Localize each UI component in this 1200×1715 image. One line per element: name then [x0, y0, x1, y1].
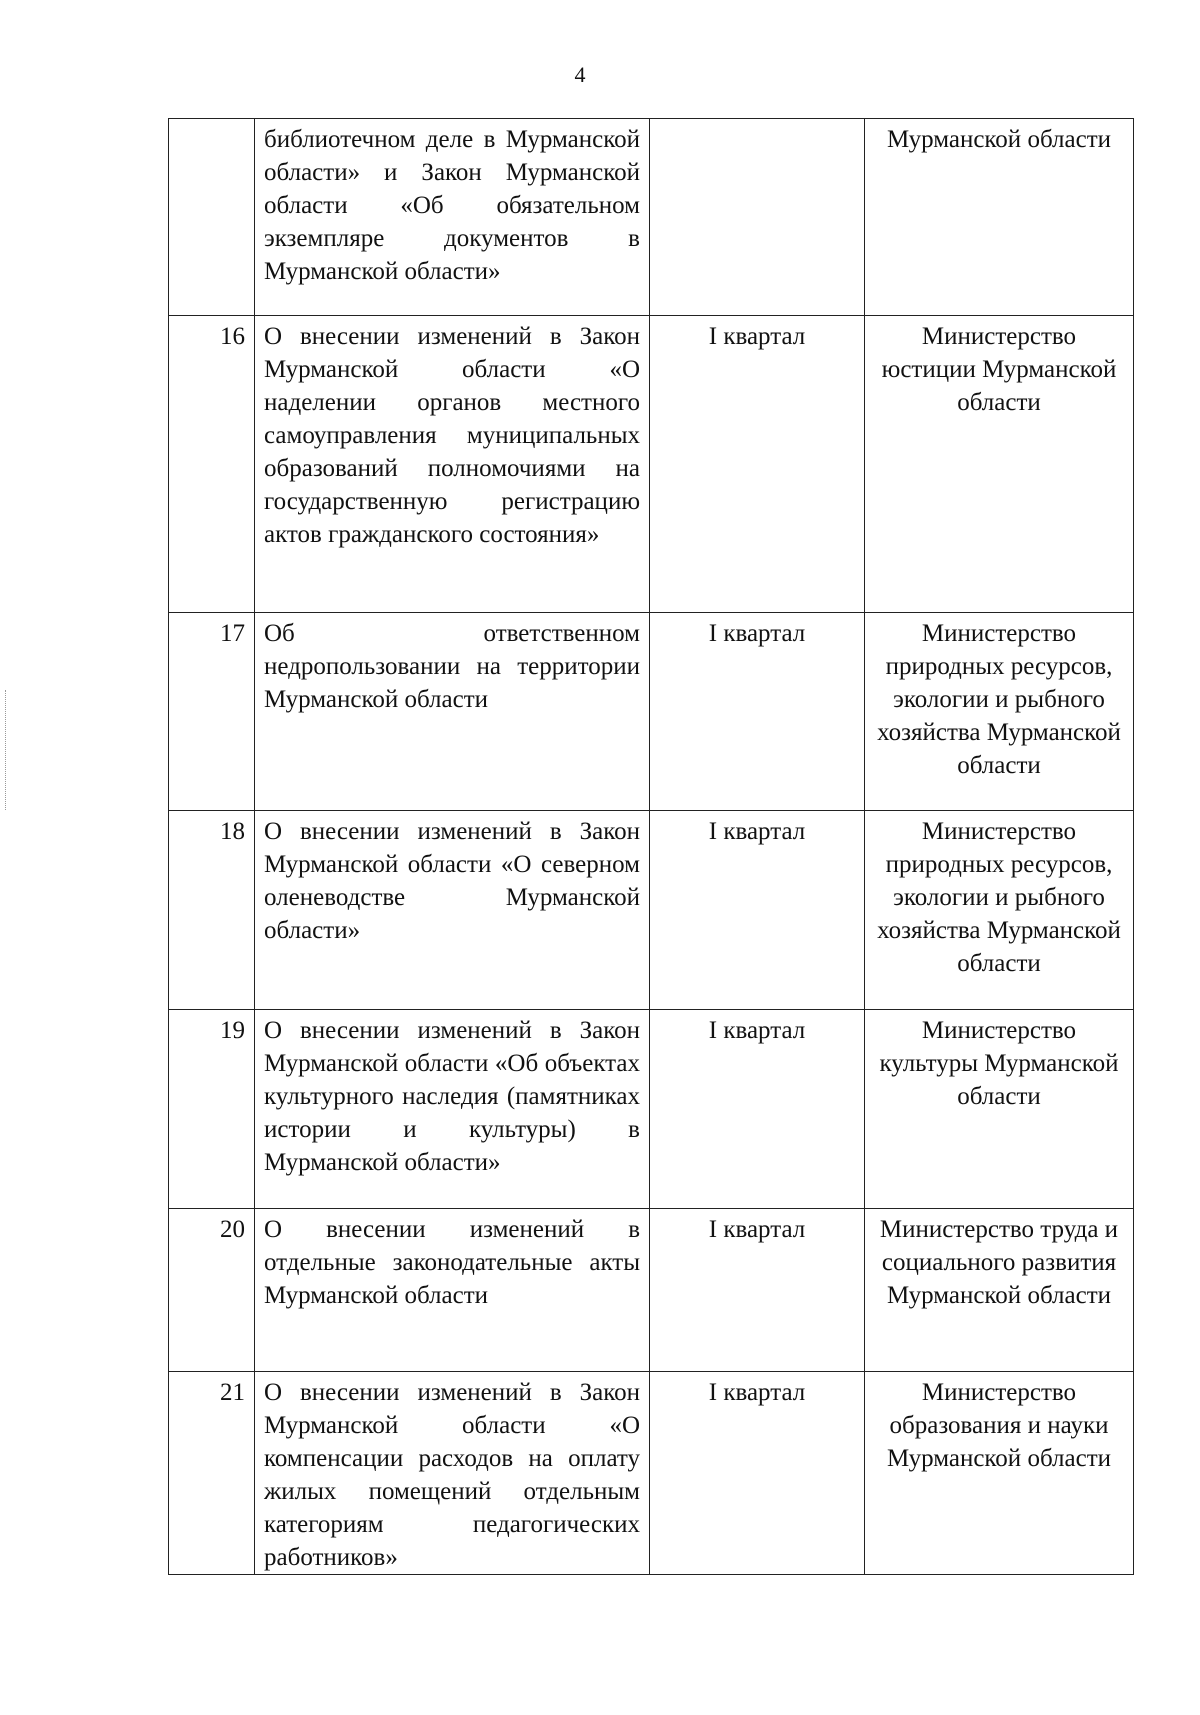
responsible-agency: Министерство образования и науки Мурманской области	[865, 1372, 1134, 1575]
responsible-agency: Мурманской области	[865, 119, 1134, 316]
deadline: I квартал	[650, 613, 865, 811]
deadline	[650, 119, 865, 316]
row-number: 21	[169, 1372, 255, 1575]
row-number	[169, 119, 255, 316]
deadline: I квартал	[650, 1209, 865, 1372]
row-number: 17	[169, 613, 255, 811]
deadline: I квартал	[650, 316, 865, 613]
table-row	[169, 316, 1134, 613]
scan-margin-mark	[5, 690, 8, 810]
responsible-agency: Министерство труда и социального развития Мурманской области	[865, 1209, 1134, 1372]
responsible-agency: Министерство природных ресурсов, экологии и рыбного хозяйства Мурманской области	[865, 613, 1134, 811]
law-title: Об ответственном недропользовании на территории Мурманской области	[255, 613, 650, 811]
row-number: 16	[169, 316, 255, 613]
table-row	[169, 1372, 1134, 1575]
row-number: 19	[169, 1010, 255, 1209]
responsible-agency: Министерство юстиции Мурманской области	[865, 316, 1134, 613]
table-row	[169, 119, 1134, 316]
deadline: I квартал	[650, 811, 865, 1010]
responsible-agency: Министерство культуры Мурманской области	[865, 1010, 1134, 1209]
law-title: О внесении изменений в отдельные законодательные акты Мурманской области	[255, 1209, 650, 1372]
page-number: 4	[574, 62, 586, 87]
law-title: библиотечном деле в Мурманской области» и Закон Мурманской области «Об обязательном экземпляре документов в Мурманской области»	[255, 119, 650, 316]
law-title: О внесении изменений в Закон Мурманской области «О компенсации расходов на оплату жилых помещений отдельным категориям педагогических работников»	[255, 1372, 650, 1575]
law-title: О внесении изменений в Закон Мурманской области «О северном оленеводстве Мурманской области»	[255, 811, 650, 1010]
table-row	[169, 811, 1134, 1010]
table-row	[169, 613, 1134, 811]
deadline: I квартал	[650, 1372, 865, 1575]
responsible-agency: Министерство природных ресурсов, экологии и рыбного хозяйства Мурманской области	[865, 811, 1134, 1010]
law-title: О внесении изменений в Закон Мурманской области «О наделении органов местного самоуправления муниципальных образований полномочиями на государственную регистрацию актов гражданского состояния»	[255, 316, 650, 613]
deadline: I квартал	[650, 1010, 865, 1209]
law-title: О внесении изменений в Закон Мурманской области «Об объектах культурного наследия (памятниках истории и культуры) в Мурманской области»	[255, 1010, 650, 1209]
row-number: 18	[169, 811, 255, 1010]
table-row	[169, 1209, 1134, 1372]
legislation-plan-table	[168, 118, 1134, 1575]
table-row	[169, 1010, 1134, 1209]
row-number: 20	[169, 1209, 255, 1372]
